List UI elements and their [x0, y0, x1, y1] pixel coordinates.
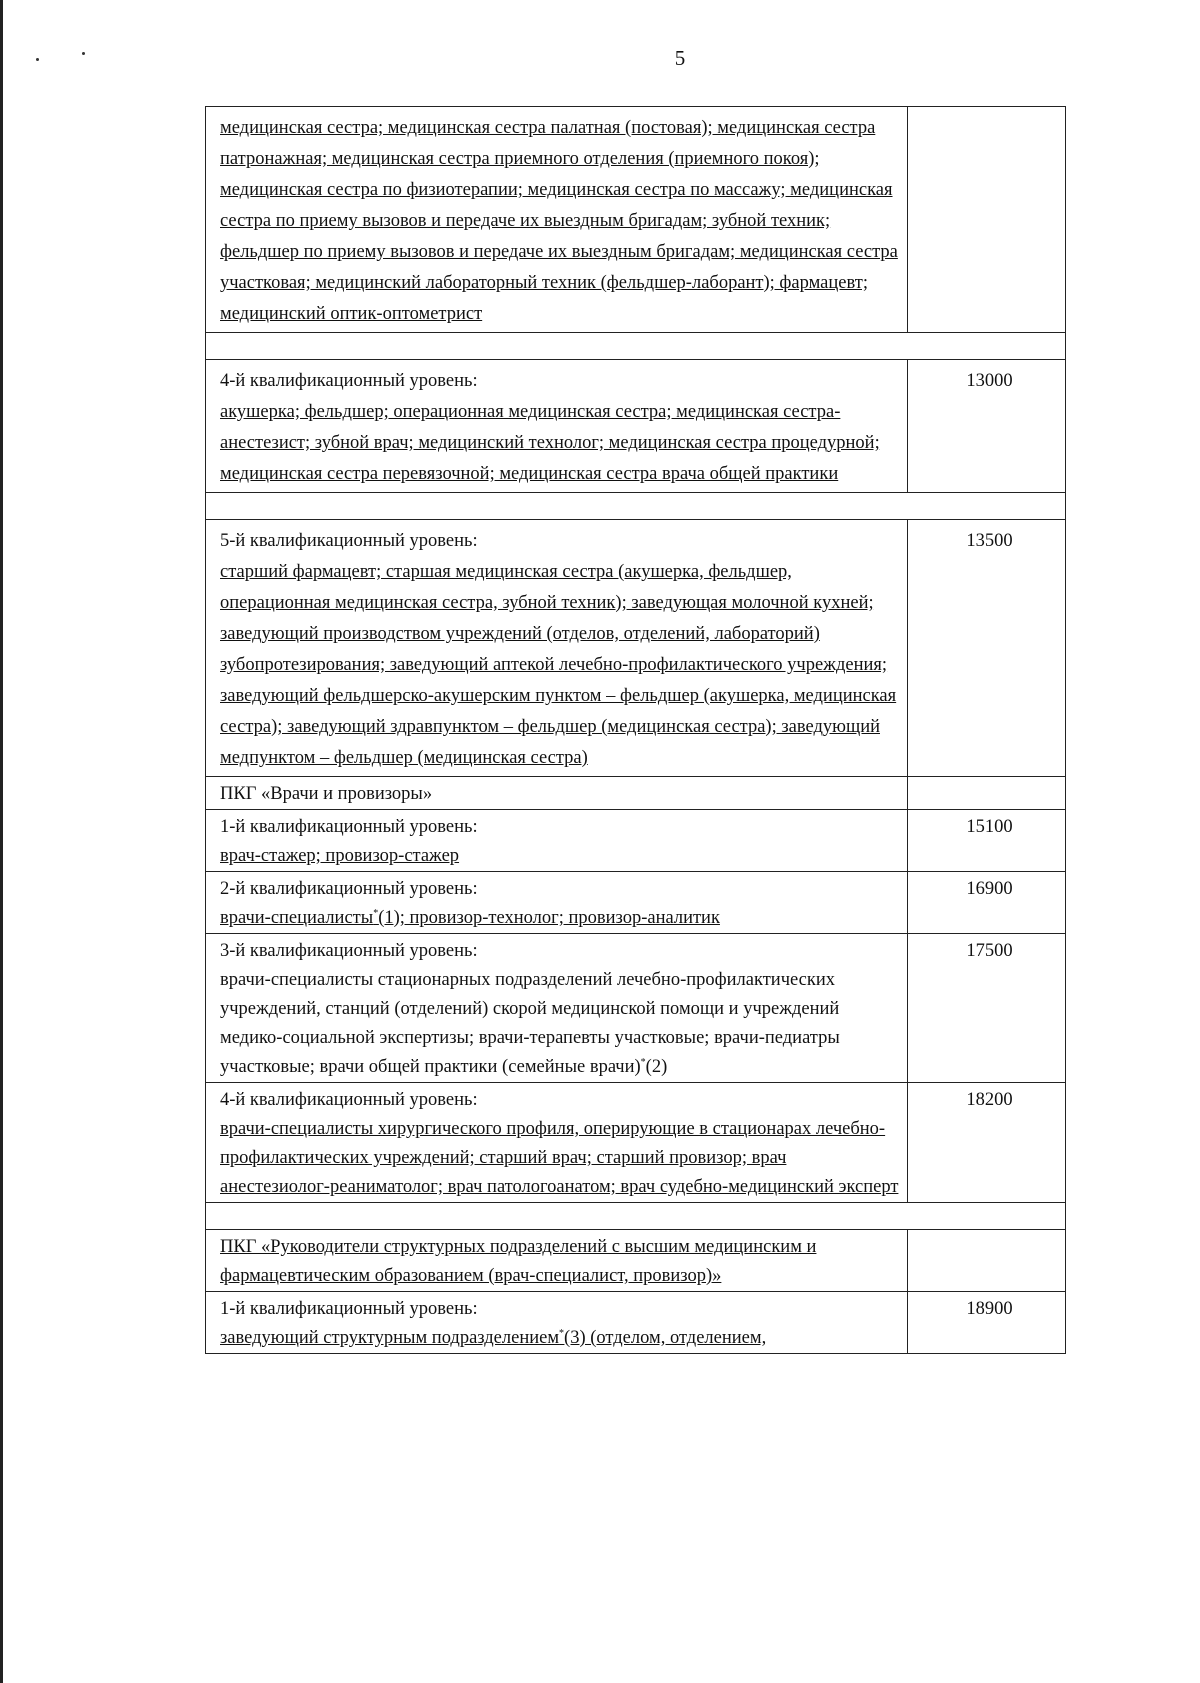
table-row: [206, 934, 1066, 1083]
position-cell: [206, 872, 908, 934]
position-list: медицинская сестра; медицинская сестра палатная (постовая); медицинская сестра патронажная; медицинская сестра приемного отделения (приемного покоя); медицинская сестра по физиотерапии; медицинская сестра по массажу; медицинская сестра по приему вызовов и передаче их выездным бригадам; зубной техник; фельдшер по приему вызовов и передаче их выездным бригадам; медицинская сестра участковая; медицинский лабораторный техник (фельдшер-лаборант); фармацевт; медицинский оптик-оптометрист: [220, 118, 898, 324]
position-text: врачи-специалисты стационарных подразделений лечебно-профилактических учреждений, станций (отделений) скорой медицинской помощи и учреждений медико-социальной экспертизы; врачи-терапевты участковые; врачи-педиатры участковые; врачи общей практики (семейные врачи): [220, 970, 840, 1077]
salary-value: 18200: [908, 1083, 1066, 1203]
position-list: [220, 1328, 766, 1348]
table-row: [206, 872, 1066, 934]
position-list: [220, 908, 720, 928]
salary-cell: [908, 777, 1066, 810]
spacer-row: [206, 493, 1066, 520]
salary-table: [205, 106, 1066, 1354]
table-row: [206, 107, 1066, 333]
binding-edge: [0, 0, 3, 1683]
spacer-row: [206, 1203, 1066, 1230]
salary-value: 18900: [908, 1292, 1066, 1354]
group-title: [206, 1230, 908, 1292]
position-list: старший фармацевт; старшая медицинская сестра (акушерка, фельдшер, операционная медицинская сестра, зубной техник); заведующая молочной кухней; заведующий производством учреждений (отделов, отделений, лабораторий) зубопротезирования; заведующий аптекой лечебно-профилактического учреждения; заведующий фельдшерско-акушерским пунктом – фельдшер (акушерка, медицинская сестра); заведующий здравпунктом – фельдшер (медицинская сестра); заведующий медпунктом – фельдшер (медицинская сестра): [220, 562, 897, 768]
position-cell: [206, 107, 908, 333]
position-cell: [206, 810, 908, 872]
position-text: (1); провизор-технолог; провизор-аналитик: [378, 908, 720, 928]
table-row: [206, 520, 1066, 777]
salary-value: 16900: [908, 872, 1066, 934]
position-list: врачи-специалисты хирургического профиля, оперирующие в стационарах лечебно-профилактических учреждений; старший врач; старший провизор; врач анестезиолог-реаниматолог; врач патологоанатом; врач судебно-медицинский эксперт: [220, 1119, 899, 1197]
table-row: [206, 1292, 1066, 1354]
footnote-mark: *: [640, 1056, 646, 1068]
salary-value: 17500: [908, 934, 1066, 1083]
group-title-text: ПКГ «Руководители структурных подразделений с высшим медицинским и фармацевтическим образованием (врач-специалист, провизор)»: [220, 1237, 817, 1286]
page-number: 5: [674, 46, 686, 70]
salary-value: 15100: [908, 810, 1066, 872]
scan-speck: [36, 58, 39, 61]
position-cell: [206, 1083, 908, 1203]
spacer-row: [206, 333, 1066, 360]
position-list: врач-стажер; провизор-стажер: [220, 846, 460, 866]
group-title: ПКГ «Врачи и провизоры»: [206, 777, 908, 810]
salary-value: 13000: [908, 360, 1066, 493]
footnote-mark: *: [559, 1327, 565, 1339]
table-row: [206, 1083, 1066, 1203]
position-cell: [206, 360, 908, 493]
level-heading: 1-й квалификационный уровень:: [220, 1299, 478, 1319]
position-cell: [206, 1292, 908, 1354]
group-row: [206, 777, 1066, 810]
salary-cell: [908, 1230, 1066, 1292]
level-heading: 1-й квалификационный уровень:: [220, 817, 478, 837]
table-row: [206, 810, 1066, 872]
position-text: врачи-специалисты: [220, 908, 374, 928]
position-cell: [206, 934, 908, 1083]
position-list: акушерка; фельдшер; операционная медицинская сестра; медицинская сестра-анестезист; зубной врач; медицинский технолог; медицинская сестра процедурной; медицинская сестра перевязочной; медицинская сестра врача общей практики: [220, 402, 880, 484]
level-heading: 4-й квалификационный уровень:: [220, 371, 478, 391]
level-heading: 5-й квалификационный уровень:: [220, 531, 478, 551]
group-row: [206, 1230, 1066, 1292]
level-heading: 4-й квалификационный уровень:: [220, 1090, 478, 1110]
level-heading: 2-й квалификационный уровень:: [220, 879, 478, 899]
position-text: заведующий структурным подразделением: [220, 1328, 560, 1348]
salary-value: 13500: [908, 520, 1066, 777]
position-text: (2): [645, 1057, 668, 1077]
table-row: [206, 360, 1066, 493]
position-text: (3) (отделом, отделением,: [564, 1328, 767, 1348]
position-list: [220, 970, 840, 1077]
salary-cell: [908, 107, 1066, 333]
level-heading: 3-й квалификационный уровень:: [220, 941, 478, 961]
footnote-mark: *: [373, 907, 379, 919]
position-cell: [206, 520, 908, 777]
